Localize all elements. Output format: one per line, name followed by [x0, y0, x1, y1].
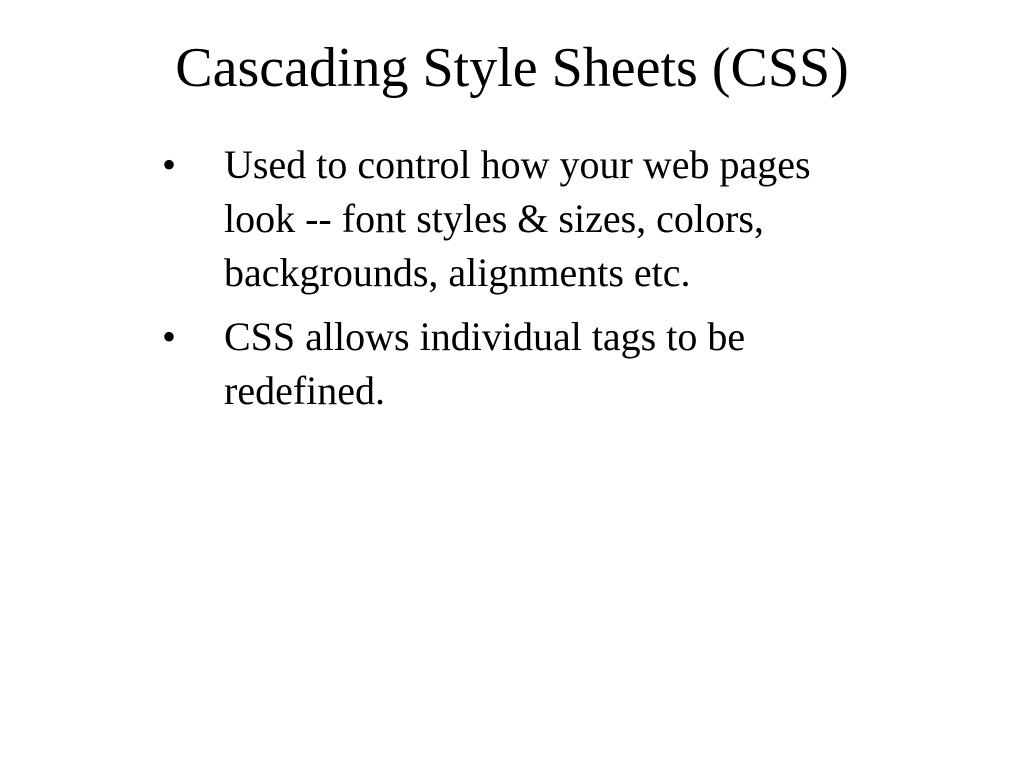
bullet-list — [150, 138, 850, 428]
slide-title: Cascading Style Sheets (CSS) — [175, 37, 849, 99]
bullet-marker: • — [161, 142, 176, 187]
bullet-item — [150, 310, 850, 418]
bullet-marker: • — [161, 314, 176, 359]
bullet-text: Used to control how your web pages look -- font styles & sizes, colors, backgrounds, alignments etc. — [224, 142, 811, 295]
bullet-text: CSS allows individual tags to be redefined. — [224, 314, 746, 413]
bullet-item — [150, 138, 850, 300]
